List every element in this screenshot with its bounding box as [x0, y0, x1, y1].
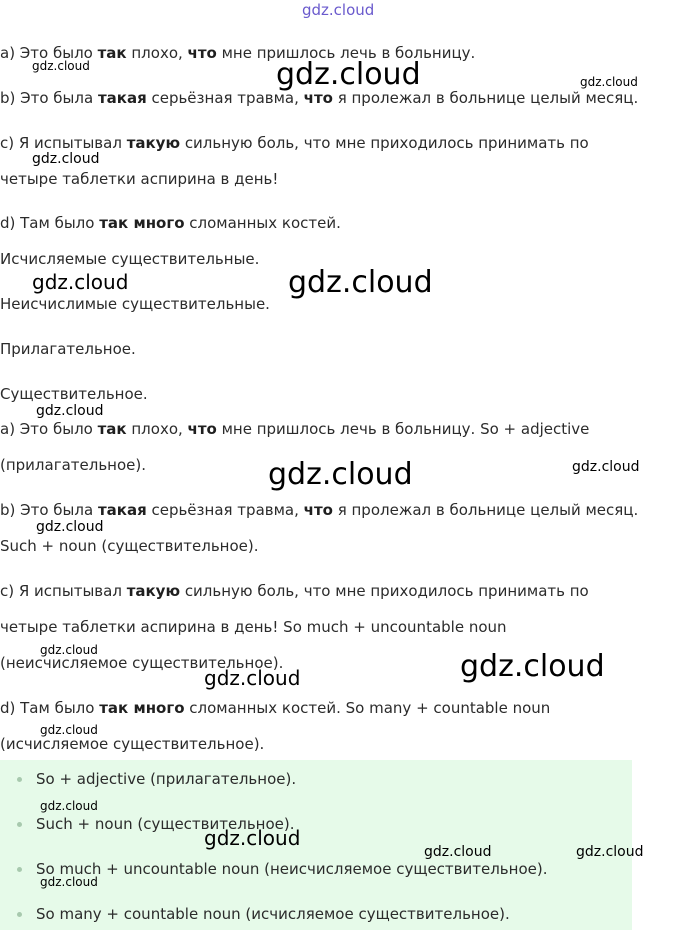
watermark: gdz.cloud: [40, 643, 98, 657]
summary-item: So much + uncountable noun (неисчисляемое существительное).: [36, 860, 548, 878]
watermark: gdz.cloud: [204, 826, 301, 850]
answer-d: d) Там было так много сломанных костей. So many + countable noun: [0, 699, 551, 717]
answer-b-cont: Such + noun (существительное).: [0, 537, 259, 555]
term-noun: Существительное.: [0, 385, 148, 403]
watermark: gdz.cloud: [580, 75, 638, 89]
watermark: gdz.cloud: [32, 270, 129, 294]
summary-box: [0, 760, 632, 930]
watermark: gdz.cloud: [268, 457, 413, 492]
watermark: gdz.cloud: [40, 875, 98, 889]
answer-c-cont2: (неисчисляемое существительное).: [0, 654, 284, 672]
watermark: gdz.cloud: [572, 459, 640, 475]
watermark: gdz.cloud: [40, 723, 98, 737]
sentence-b: b) Это была такая серьёзная травма, что я пролежал в больнице целый месяц.: [0, 89, 639, 107]
term-adjective: Прилагательное.: [0, 340, 136, 358]
watermark: gdz.cloud: [576, 844, 644, 860]
term-countable: Исчисляемые существительные.: [0, 250, 260, 268]
watermark: gdz.cloud: [36, 403, 104, 419]
summary-item: Such + noun (существительное).: [36, 815, 295, 833]
sentence-c-cont: четыре таблетки аспирина в день!: [0, 170, 279, 188]
watermark: gdz.cloud: [36, 519, 104, 535]
term-uncountable: Неисчислимые существительные.: [0, 295, 270, 313]
bullet-icon: [17, 777, 22, 782]
answer-a-cont: (прилагательное).: [0, 456, 147, 474]
watermark: gdz.cloud: [460, 649, 605, 684]
sentence-a: a) Это было так плохо, что мне пришлось лечь в больницу.: [0, 44, 476, 62]
bullet-icon: [17, 912, 22, 917]
answer-a: a) Это было так плохо, что мне пришлось лечь в больницу. So + adjective: [0, 420, 590, 438]
watermark: gdz.cloud: [276, 57, 421, 92]
bullet-icon: [17, 867, 22, 872]
sentence-c: c) Я испытывал такую сильную боль, что мне приходилось принимать по: [0, 134, 589, 152]
answer-c: c) Я испытывал такую сильную боль, что мне приходилось принимать по: [0, 582, 589, 600]
watermark: gdz.cloud: [204, 666, 301, 690]
watermark: gdz.cloud: [288, 265, 433, 300]
answer-c-cont: четыре таблетки аспирина в день! So much + uncountable noun: [0, 618, 507, 636]
watermark: gdz.cloud: [40, 799, 98, 813]
bullet-icon: [17, 822, 22, 827]
summary-item: So + adjective (прилагательное).: [36, 770, 297, 788]
watermark: gdz.cloud: [424, 844, 492, 860]
answer-b: b) Это была такая серьёзная травма, что я пролежал в больнице целый месяц.: [0, 501, 639, 519]
answer-d-cont: (исчисляемое существительное).: [0, 735, 265, 753]
watermark: gdz.cloud: [32, 59, 90, 73]
summary-item: So many + countable noun (исчисляемое существительное).: [36, 905, 510, 923]
sentence-d: d) Там было так много сломанных костей.: [0, 214, 341, 232]
watermark: gdz.cloud: [32, 151, 100, 167]
header-watermark: gdz.cloud: [302, 1, 375, 19]
